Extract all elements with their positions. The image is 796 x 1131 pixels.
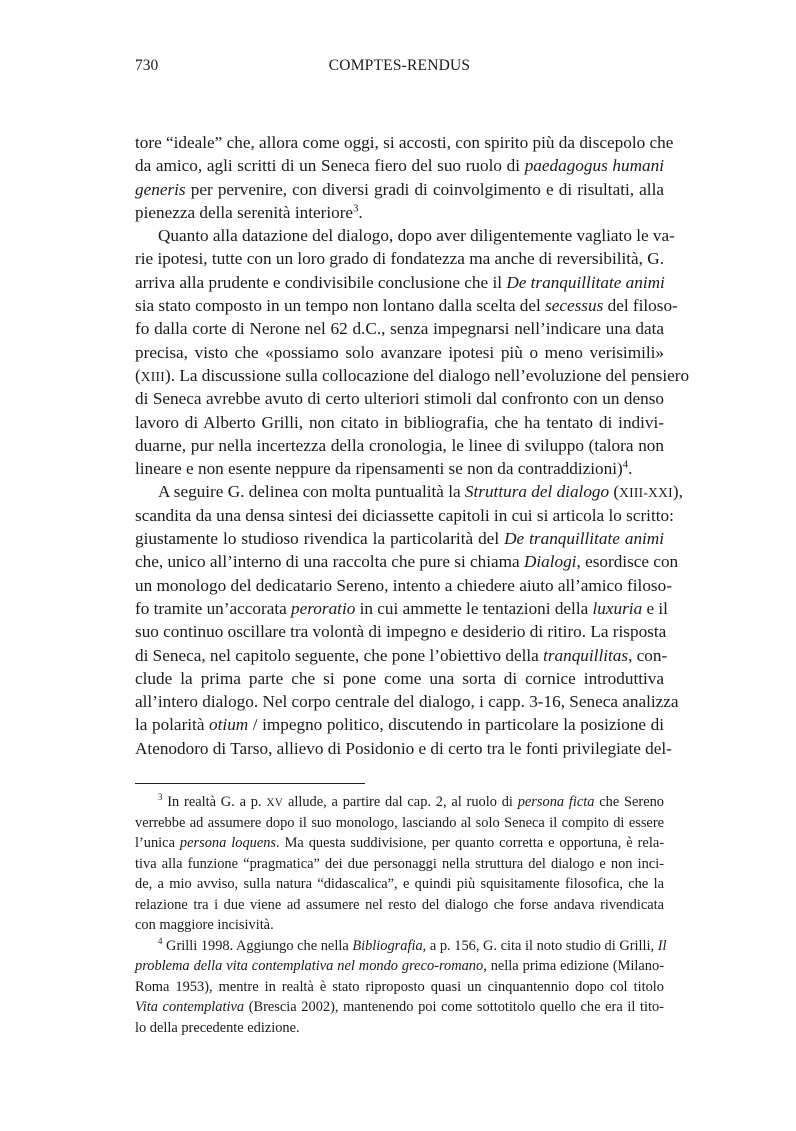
text-segment: la polarità xyxy=(135,715,210,735)
text-line xyxy=(135,271,664,294)
text-segment: XIII xyxy=(140,368,166,384)
italic-text: generis xyxy=(135,179,186,199)
running-title: COMPTES-RENDUS xyxy=(328,57,471,74)
text-segment: lo della precedente edizione. xyxy=(135,1019,300,1036)
text-segment: A seguire G. delinea con molta puntualità la xyxy=(158,482,465,502)
text-line xyxy=(135,387,664,410)
text-line xyxy=(135,294,678,317)
footnote-line xyxy=(135,1018,664,1039)
text-segment: Quanto alla datazione del dialogo, dopo aver diligentemente vagliato le va- xyxy=(158,226,675,246)
text-segment: che Sereno xyxy=(594,794,664,810)
text-segment: per pervenire, con diversi gradi di coinvolgimento e di risultati, alla xyxy=(185,179,664,199)
text-line xyxy=(135,434,664,457)
italic-text: secessus xyxy=(545,296,604,316)
text-line xyxy=(135,667,664,690)
footnote-reference: 3 xyxy=(353,203,359,215)
text-segment: precisa, visto che «possiamo solo avanzare ipotesi più o meno verisimili» xyxy=(135,342,664,362)
text-line xyxy=(135,341,664,364)
text-line xyxy=(135,457,664,480)
text-segment: scandita da una densa sintesi dei diciassette capitoli in cui si articola lo scritto: xyxy=(135,505,674,525)
text-line xyxy=(135,527,664,550)
italic-text: paedagogus humani xyxy=(524,156,664,176)
text-segment: da amico, agli scritti di un Seneca fiero del suo ruolo di xyxy=(135,156,525,176)
footnote-line xyxy=(135,915,664,936)
text-line xyxy=(135,154,664,177)
text-segment: verrebbe ad assumere dopo il suo monologo, lasciando al solo Seneca il compito di essere xyxy=(135,814,664,831)
text-line xyxy=(135,713,664,736)
footnote-reference: 3 xyxy=(158,792,163,803)
text-segment: e il xyxy=(642,598,668,618)
text-segment: Roma 1953), mentre in realtà è stato riproposto quasi un cinquantennio dopo col titolo xyxy=(135,978,664,995)
italic-text: Il xyxy=(657,937,667,954)
text-segment: ( xyxy=(609,482,620,502)
text-segment: XV xyxy=(266,797,284,809)
text-line xyxy=(135,504,674,527)
text-segment: In realtà G. a p. xyxy=(162,794,267,810)
text-segment: di Seneca avrebbe avuto di certo ulteriori stimoli dal confronto con un denso xyxy=(135,389,664,409)
text-segment: l’unica xyxy=(135,835,180,851)
text-segment: fo tramite un’accorata xyxy=(135,598,292,618)
text-segment: lineare e non esente neppure da ripensamenti se non da contraddizioni) xyxy=(135,459,623,479)
text-segment: de, a mio avviso, sulla natura “didascalica”, e quindi più squisitamente filosofica, che la xyxy=(135,876,664,892)
page-number: 730 xyxy=(135,57,159,74)
text-line xyxy=(135,411,664,434)
text-line xyxy=(135,317,664,340)
text-line xyxy=(135,550,679,573)
text-segment: arriva alla prudente e condivisibile conclusione che il xyxy=(135,272,507,292)
text-segment: / impegno politico, discutendo in particolare la posizione di xyxy=(248,715,665,735)
text-segment: suo continuo oscillare tra volontà di impegno e desiderio di ritiro. La risposta xyxy=(135,622,667,642)
text-segment: . Ma questa suddivisione, per quanto corretta e opportuna, è rela- xyxy=(276,835,665,851)
text-segment: con maggiore incisività. xyxy=(135,917,274,933)
footnote-reference: 4 xyxy=(622,459,629,471)
italic-text: Struttura del dialogo xyxy=(464,482,610,502)
text-segment: ), xyxy=(672,482,683,502)
text-segment: un monologo del dedicatario Sereno, intento a chiedere aiuto all’amico filoso- xyxy=(135,575,672,595)
text-line xyxy=(135,737,672,760)
text-segment: rie ipotesi, tutte con un loro grado di fondatezza ma anche di reversibilità, G. xyxy=(135,249,664,269)
text-line xyxy=(135,690,679,713)
text-line xyxy=(135,131,674,154)
footnote-reference: 4 xyxy=(158,935,163,946)
text-segment: clude la prima parte che si pone come una sorta di cornice introduttiva xyxy=(135,668,664,688)
text-segment: tore “ideale” che, allora come oggi, si accosti, con spirito più da discepolo che xyxy=(135,133,674,152)
text-line xyxy=(135,201,664,224)
text-segment: . xyxy=(358,202,363,222)
footnote-line xyxy=(135,956,664,977)
text-segment: in cui ammette le tentazioni della xyxy=(355,598,593,618)
italic-text: Vita contemplativa xyxy=(135,999,245,1015)
footnote-line xyxy=(135,895,664,916)
text-segment: sia stato composto in un tempo non lontano dalla scelta del xyxy=(135,296,546,316)
text-line xyxy=(135,574,672,597)
text-segment: Grilli 1998. Aggiungo che nella xyxy=(162,937,353,954)
text-segment: allude, a partire dal cap. 2, al ruolo di xyxy=(283,794,518,810)
text-line xyxy=(135,364,690,387)
text-line xyxy=(135,620,667,643)
text-segment: duarne, pur nella incertezza della cronologia, le linee di sviluppo (talora non xyxy=(135,435,664,455)
footnote-line xyxy=(135,813,664,834)
italic-text: problema della vita contemplativa nel mondo greco-romano xyxy=(135,958,484,974)
text-segment: ( xyxy=(135,365,141,385)
text-line xyxy=(135,247,664,270)
italic-text: persona loquens xyxy=(179,835,277,851)
text-segment: XIII-XXI xyxy=(619,485,673,501)
footnote-separator xyxy=(135,783,365,784)
text-segment: relazione tra i due viene ad assumere nel resto del dialogo che forse andava rivendicata xyxy=(135,896,664,913)
footnote-line xyxy=(135,833,664,854)
italic-text: De tranquillitate animi xyxy=(506,272,665,292)
main-text xyxy=(135,131,690,760)
text-segment: (Brescia 2002), mantenendo poi come sottotitolo quello che era il tito- xyxy=(244,999,664,1015)
italic-text: peroratio xyxy=(291,598,356,618)
italic-text: otium xyxy=(209,715,249,735)
text-line xyxy=(135,480,683,503)
italic-text: luxuria xyxy=(592,598,643,618)
footnote-line xyxy=(135,977,664,998)
italic-text: persona ficta xyxy=(517,794,595,810)
text-segment: giustamente lo studioso rivendica la particolarità del xyxy=(135,529,505,549)
text-line xyxy=(135,644,668,667)
footnote-line xyxy=(135,874,664,895)
footnote-line xyxy=(135,997,664,1018)
text-segment: , esordisce con xyxy=(576,552,679,572)
text-segment: , con- xyxy=(628,645,668,665)
text-segment: pienezza della serenità interiore xyxy=(135,202,354,222)
text-segment: tiva alla funzione “pragmatica” dei due personaggi nella struttura del dialogo e non inci- xyxy=(135,855,664,872)
text-segment: che, unico all’interno di una raccolta che pure si chiama xyxy=(135,552,524,572)
text-segment: del filoso- xyxy=(603,296,678,316)
text-segment: di Seneca, nel capitolo seguente, che pone l’obiettivo della xyxy=(135,645,544,665)
text-segment: . xyxy=(628,459,633,479)
text-segment: ). La discussione sulla collocazione del dialogo nell’evoluzione del pensiero xyxy=(165,365,690,385)
italic-text: Bibliografia xyxy=(352,937,423,954)
text-segment: , a p. 156, G. cita il noto studio di Grilli, xyxy=(422,937,658,954)
footnote-line xyxy=(135,935,667,957)
footnote-line xyxy=(135,854,664,875)
text-line xyxy=(135,224,675,247)
text-line xyxy=(135,597,668,620)
text-segment: , nella prima edizione (Milano- xyxy=(483,958,664,974)
italic-text: Dialogi xyxy=(523,552,577,572)
footnotes xyxy=(135,792,667,1038)
text-segment: lavoro di Alberto Grilli, non citato in bibliografia, che ha tentato di indivi- xyxy=(135,412,664,432)
italic-text: tranquillitas xyxy=(543,645,629,665)
footnote-line xyxy=(135,792,664,813)
text-line xyxy=(135,178,664,201)
text-segment: fo dalla corte di Nerone nel 62 d.C., senza impegnarsi nell’indicare una data xyxy=(135,319,664,339)
italic-text: De tranquillitate animi xyxy=(504,529,664,549)
text-segment: all’intero dialogo. Nel corpo centrale del dialogo, i capp. 3-16, Seneca analizza xyxy=(135,692,679,712)
text-segment: Atenodoro di Tarso, allievo di Posidonio e di certo tra le fonti privilegiate del- xyxy=(135,738,672,758)
